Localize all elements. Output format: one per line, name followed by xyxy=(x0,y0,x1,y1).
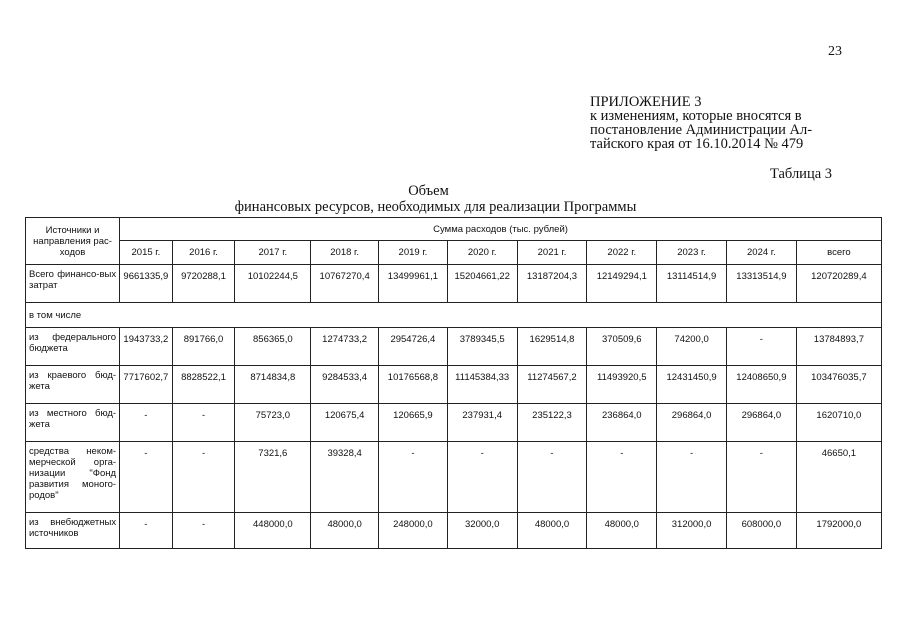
cell-value: 856365,0 xyxy=(235,328,311,366)
cell-value: 75723,0 xyxy=(235,404,311,442)
cell-value: 891766,0 xyxy=(172,328,235,366)
row-label: из краевого бюд-жета xyxy=(26,366,120,404)
header-row-years xyxy=(26,241,882,265)
table-row xyxy=(26,328,882,366)
cell-value: 39328,4 xyxy=(311,442,379,513)
cell-value: 7717602,7 xyxy=(120,366,173,404)
cell-value: 12149294,1 xyxy=(587,265,657,303)
cell-value: 448000,0 xyxy=(235,513,311,549)
cell-value: 312000,0 xyxy=(657,513,727,549)
cell-value: 13784893,7 xyxy=(796,328,881,366)
row-label: средства неком-мерческой орга-низации "Фонд развития моного-родов" xyxy=(26,442,120,513)
year-header: 2020 г. xyxy=(447,241,517,265)
total-header: всего xyxy=(796,241,881,265)
cell-value: 15204661,22 xyxy=(447,265,517,303)
table-row xyxy=(26,513,882,549)
cell-value: 9720288,1 xyxy=(172,265,235,303)
year-header: 2022 г. xyxy=(587,241,657,265)
cell-value: 46650,1 xyxy=(796,442,881,513)
cell-value: - xyxy=(172,513,235,549)
year-header: 2024 г. xyxy=(726,241,796,265)
doc-title-line2: финансовых ресурсов, необходимых для реализации Программы xyxy=(234,199,637,215)
cell-value: 48000,0 xyxy=(587,513,657,549)
in-that-number-label: в том числе xyxy=(26,303,882,328)
appendix-line: ПРИЛОЖЕНИЕ 3 xyxy=(590,94,702,110)
appendix-line: к изменениям, которые вносятся в xyxy=(590,108,802,124)
cell-value: - xyxy=(726,328,796,366)
cell-value: - xyxy=(657,442,727,513)
cell-value: - xyxy=(517,442,587,513)
cell-value: 296864,0 xyxy=(726,404,796,442)
year-header: 2021 г. xyxy=(517,241,587,265)
row-label: из внебюджетных источников xyxy=(26,513,120,549)
cell-value: - xyxy=(120,442,173,513)
year-header: 2019 г. xyxy=(379,241,448,265)
cell-value: 11493920,5 xyxy=(587,366,657,404)
cell-value: 7321,6 xyxy=(235,442,311,513)
cell-value: 10176568,8 xyxy=(379,366,448,404)
span-row xyxy=(26,303,882,328)
header-row-1 xyxy=(26,218,882,241)
row-label: Всего финансо-вых затрат xyxy=(26,265,120,303)
table-label: Таблица 3 xyxy=(770,166,833,182)
cell-value: 608000,0 xyxy=(726,513,796,549)
cell-value: 235122,3 xyxy=(517,404,587,442)
cell-value: 296864,0 xyxy=(657,404,727,442)
cell-value: 12408650,9 xyxy=(726,366,796,404)
cell-value: 1792000,0 xyxy=(796,513,881,549)
year-header: 2023 г. xyxy=(657,241,727,265)
sum-header: Сумма расходов (тыс. рублей) xyxy=(120,218,882,241)
cell-value: 120675,4 xyxy=(311,404,379,442)
cell-value: 48000,0 xyxy=(311,513,379,549)
cell-value: 237931,4 xyxy=(447,404,517,442)
cell-value: 1620710,0 xyxy=(796,404,881,442)
year-header: 2018 г. xyxy=(311,241,379,265)
cell-value: - xyxy=(120,404,173,442)
appendix-block xyxy=(590,95,812,151)
year-header: 2017 г. xyxy=(235,241,311,265)
cell-value: 11274567,2 xyxy=(517,366,587,404)
cell-value: - xyxy=(726,442,796,513)
cell-value: 2954726,4 xyxy=(379,328,448,366)
cell-value: 10767270,4 xyxy=(311,265,379,303)
table-row xyxy=(26,442,882,513)
cell-value: 236864,0 xyxy=(587,404,657,442)
cell-value: - xyxy=(379,442,448,513)
cell-value: 8828522,1 xyxy=(172,366,235,404)
cell-value: 12431450,9 xyxy=(657,366,727,404)
row-label: из федерального бюджета xyxy=(26,328,120,366)
financial-resources-table xyxy=(25,217,882,549)
table-row xyxy=(26,404,882,442)
row-label: из местного бюд-жета xyxy=(26,404,120,442)
page-number: 23 xyxy=(828,44,842,59)
cell-value: 13114514,9 xyxy=(657,265,727,303)
cell-value: - xyxy=(120,513,173,549)
cell-value: 103476035,7 xyxy=(796,366,881,404)
cell-value: 13499961,1 xyxy=(379,265,448,303)
cell-value: - xyxy=(172,404,235,442)
table-row xyxy=(26,265,882,303)
cell-value: 13187204,3 xyxy=(517,265,587,303)
source-column-header: Источники и направления рас-ходов xyxy=(26,218,120,265)
cell-value: 10102244,5 xyxy=(235,265,311,303)
year-header: 2016 г. xyxy=(172,241,235,265)
cell-value: 8714834,8 xyxy=(235,366,311,404)
appendix-line: тайского края от 16.10.2014 № 479 xyxy=(590,136,804,152)
cell-value: - xyxy=(447,442,517,513)
cell-value: 3789345,5 xyxy=(447,328,517,366)
table-row xyxy=(26,366,882,404)
cell-value: 13313514,9 xyxy=(726,265,796,303)
cell-value: 120665,9 xyxy=(379,404,448,442)
cell-value: 1943733,2 xyxy=(120,328,173,366)
cell-value: 9661335,9 xyxy=(120,265,173,303)
cell-value: 74200,0 xyxy=(657,328,727,366)
year-header: 2015 г. xyxy=(120,241,173,265)
cell-value: 370509,6 xyxy=(587,328,657,366)
cell-value: - xyxy=(172,442,235,513)
doc-title-line1: Объем xyxy=(408,183,449,199)
cell-value: 32000,0 xyxy=(447,513,517,549)
cell-value: - xyxy=(587,442,657,513)
cell-value: 120720289,4 xyxy=(796,265,881,303)
cell-value: 1274733,2 xyxy=(311,328,379,366)
cell-value: 248000,0 xyxy=(379,513,448,549)
cell-value: 9284533,4 xyxy=(311,366,379,404)
cell-value: 1629514,8 xyxy=(517,328,587,366)
cell-value: 48000,0 xyxy=(517,513,587,549)
cell-value: 11145384,33 xyxy=(447,366,517,404)
appendix-line: постановление Администрации Ал- xyxy=(590,122,813,138)
